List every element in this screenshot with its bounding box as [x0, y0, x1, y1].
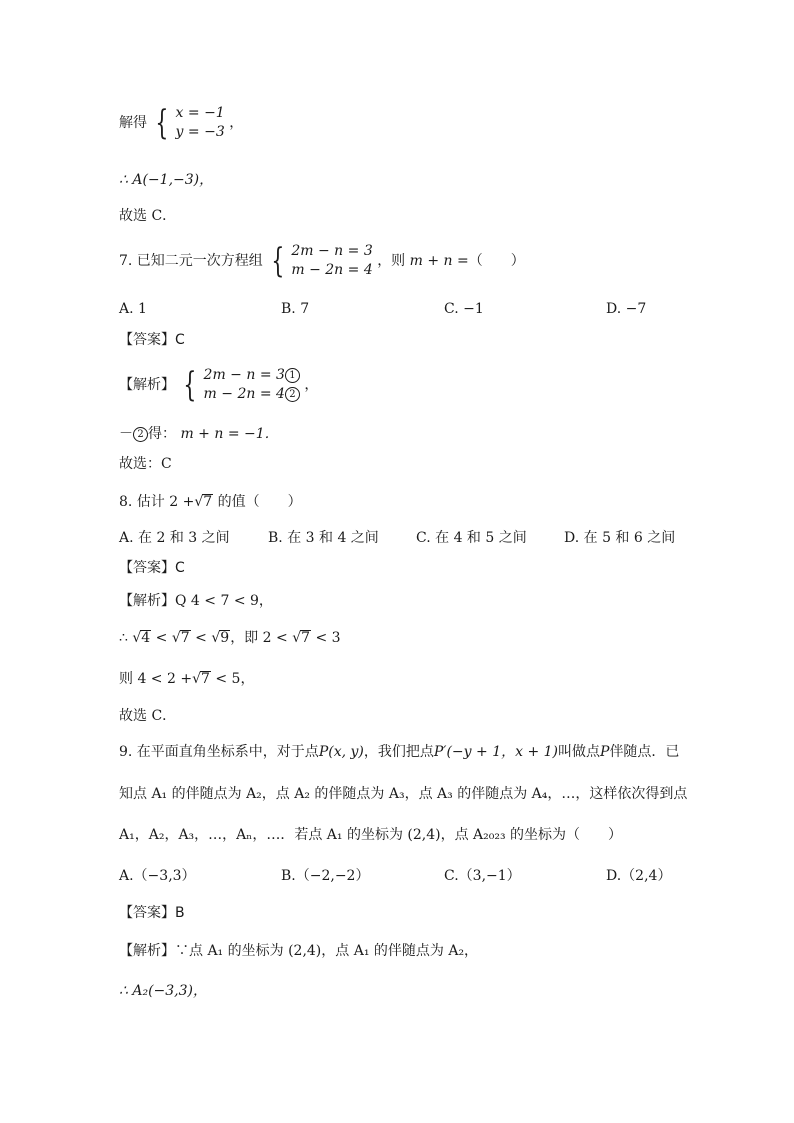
q9-stem-line-1: 9. 在平面直角坐标系中，对于点P(x, y)，我们把点P′(−y + 1，x + 1)叫做点P伴随点．已 — [119, 744, 680, 760]
radical-sign: √ — [292, 630, 302, 646]
q7-option-c: C. −1 — [444, 301, 484, 317]
radical-sign: √ — [192, 671, 201, 687]
left-brace: { — [155, 103, 169, 143]
q7-option-b: B. 7 — [281, 301, 310, 317]
q7-analysis-eq1: 2m − n = 3 1 — [204, 366, 300, 385]
q7-stem-prefix: 7. 已知二元一次方程组 — [119, 253, 263, 269]
q8-stem: 8. 估计 2 +√7 的值（ ） — [119, 494, 302, 510]
circled-number-2: 2 — [285, 387, 300, 402]
q6-eq2: y = −3 — [175, 124, 225, 140]
q7-option-d: D. −7 — [606, 301, 647, 317]
q7-stem-end: =（ ） — [457, 253, 525, 269]
q9-stem-line-2: 知点 A₁ 的伴随点为 A₂，点 A₂ 的伴随点为 A₃，点 A₃ 的伴随点为 A₄，…，这样依次得到点 — [119, 786, 688, 802]
q8-choose: 故选 C． — [119, 708, 177, 724]
q7-equation-system — [291, 242, 372, 280]
q9-analysis: 【解析】∵点 A₁ 的坐标为 (2,4)，点 A₁ 的伴随点为 A₂， — [119, 943, 479, 959]
circled-number-2: 2 — [133, 427, 148, 442]
q7-choose: 故选：C — [119, 456, 172, 472]
q8-step-2: 则 4 < 2 +√7 < 5， — [119, 671, 255, 687]
q8-option-c: C. 在 4 和 5 之间 — [416, 530, 527, 546]
q8-option-a: A. 在 2 和 3 之间 — [119, 530, 230, 546]
q6-solution-line — [119, 104, 243, 142]
q7-analysis-label: 【解析】 — [119, 377, 175, 393]
q7-step: － 2 得： m + n = −1． — [119, 426, 279, 442]
circled-number-1: 1 — [285, 368, 300, 383]
q8-option-b: B. 在 3 和 4 之间 — [268, 530, 379, 546]
q9-option-d: D.（2,4） — [606, 868, 672, 884]
q7-analysis-suffix: ， — [304, 377, 319, 393]
q7-stem — [119, 242, 525, 280]
left-brace: { — [271, 241, 285, 281]
q8-option-d: D. 在 5 和 6 之间 — [564, 530, 676, 546]
radical-sign: √ — [194, 494, 204, 510]
q6-equation-system — [176, 104, 225, 142]
q9-answer: 【答案】B — [119, 905, 185, 921]
radical-sign: √ — [132, 630, 142, 646]
q6-solve-prefix: 解得 — [119, 115, 147, 131]
q7-stem-suffix: ，则 — [377, 253, 406, 269]
q7-analysis — [119, 366, 318, 404]
q9-stem-line-3: A₁，A₂，A₃，…，Aₙ，…．若点 A₁ 的坐标为 (2,4)，点 A₂₀₂₃ 的坐标为（ ） — [119, 827, 623, 843]
q9-therefore: ∴ A₂(−3,3)， — [119, 983, 207, 999]
q6-therefore: ∴ A(−1,−3)， — [119, 172, 214, 188]
q7-analysis-system — [204, 366, 300, 404]
q9-option-a: A.（−3,3） — [119, 868, 196, 884]
q6-choose: 故选 C． — [119, 208, 177, 224]
left-brace: { — [183, 365, 197, 405]
q8-step-1: ∴ √4 < √7 < √9，即 2 < √7 < 3 — [119, 630, 341, 646]
radical-sign: √ — [171, 630, 181, 646]
q8-answer: 【答案】C — [119, 560, 185, 576]
radical-sign: √ — [211, 630, 221, 646]
q8-analysis: 【解析】Q 4 < 7 < 9， — [119, 593, 273, 609]
q7-answer: 【答案】C — [119, 332, 185, 348]
q9-option-b: B.（−2,−2） — [281, 868, 370, 884]
q7-eq2: m − 2n = 4 — [291, 262, 373, 278]
q6-eq1: x = −1 — [175, 105, 225, 121]
q7-stem-expr: m + n — [409, 253, 453, 269]
q7-option-a: A. 1 — [119, 301, 147, 317]
q8-stem-radicand: 7 — [203, 494, 213, 510]
q6-eq-suffix: ， — [229, 115, 244, 131]
q7-eq1: 2m − n = 3 — [291, 243, 373, 259]
q7-step-expr: m + n = −1． — [180, 426, 279, 442]
q7-analysis-eq2: m − 2n = 4 2 — [204, 385, 300, 404]
q9-option-c: C.（3,−1） — [444, 868, 521, 884]
